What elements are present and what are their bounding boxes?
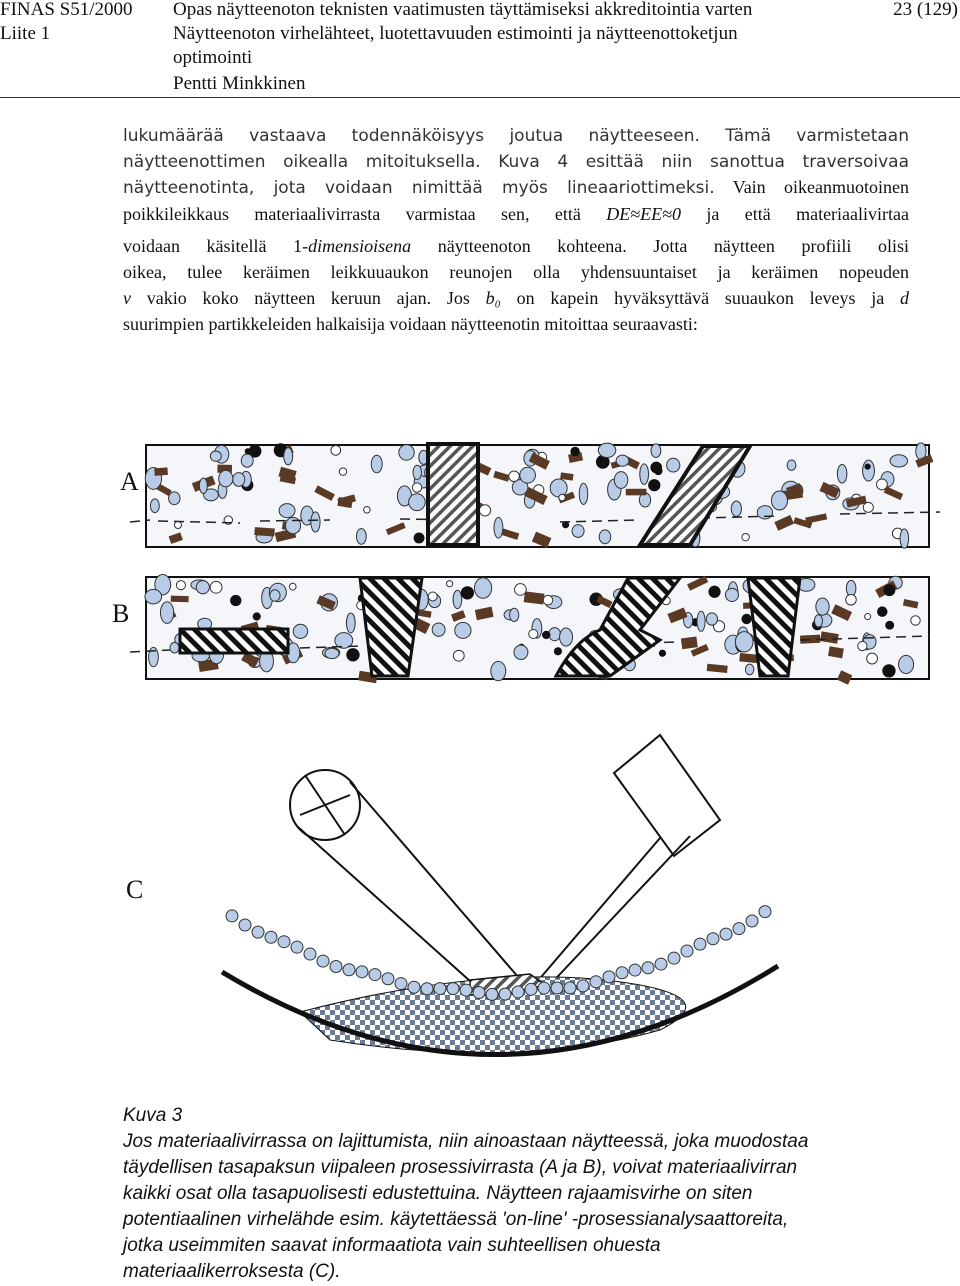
particle-mineral <box>241 454 253 467</box>
particle-mineral <box>814 615 822 627</box>
particle-mineral <box>560 628 573 646</box>
figure-label-b: B <box>112 599 130 628</box>
surface-particle <box>746 915 758 927</box>
surface-particle <box>564 982 576 994</box>
body-text-segment: ja että materiaalivirtaa <box>706 204 910 224</box>
sample-cutter-b1 <box>180 629 288 653</box>
caption-line: kaikki osat olla tasapuolisesti edustettuina. Näytteen rajaamisvirhe on siten <box>123 1183 753 1204</box>
particle-coarse <box>171 596 189 603</box>
particle-dense <box>885 621 894 630</box>
particle-mineral <box>325 648 339 658</box>
particle-dense <box>414 533 425 544</box>
particle-mineral <box>550 479 567 497</box>
figure-label-c: C <box>126 875 144 904</box>
surface-particle <box>655 958 667 970</box>
surface-particle <box>265 931 277 943</box>
particle-mineral <box>494 517 503 538</box>
particle-dense <box>346 648 359 661</box>
particle-fine <box>412 483 421 492</box>
particle-mineral <box>346 613 355 633</box>
caption-line: täydellisen tasapaksun viipaleen prosessivirrasta (A ja B), voivat materiaalivirran <box>123 1157 798 1178</box>
surface-particle <box>694 938 706 950</box>
particle-mineral <box>614 472 628 489</box>
particle-mineral <box>160 602 173 624</box>
body-line: oikea, tulee keräimen leikkuuaukon reunojen olla yhdensuuntaiset ja keräimen nopeuden <box>123 262 909 282</box>
caption-line: materiaalikerroksesta (C). <box>123 1261 341 1282</box>
particle-fine <box>176 581 185 590</box>
surface-particle <box>330 960 342 972</box>
particle-dense <box>570 447 579 456</box>
particle-fine <box>863 502 873 512</box>
body-line: lukumäärää vastaava todennäköisyys joutua näytteeseen. Tämä varmistetaan <box>123 126 909 146</box>
surface-particle <box>512 986 524 998</box>
particle-dense <box>659 650 666 657</box>
particle-mineral <box>413 465 422 479</box>
particle-fine <box>339 468 346 475</box>
surface-particle <box>681 945 693 957</box>
surface-particle <box>356 966 368 978</box>
particle-mineral <box>549 628 561 641</box>
particle-mineral <box>745 664 753 675</box>
surface-particle <box>434 983 446 995</box>
surface-particle <box>616 967 628 979</box>
body-text-segment: on kapein hyväksyttävä suuaukon leveys ja <box>516 288 885 308</box>
caption-line: potentiaalinen virhelähde esim. käytettäessä 'on-line' -prosessianalysaattoreita, <box>123 1209 789 1230</box>
particle-mineral <box>219 470 233 487</box>
surface-particle <box>395 978 407 990</box>
particle-mineral <box>900 529 909 548</box>
particle-mineral <box>432 623 445 636</box>
particle-mineral <box>598 443 615 457</box>
header-author: Pentti Minkkinen <box>173 73 306 94</box>
particle-dense <box>877 606 887 616</box>
particle-mineral <box>579 483 588 504</box>
particle-mineral <box>520 467 536 483</box>
surface-particle <box>642 962 654 974</box>
particle-mineral <box>510 608 519 621</box>
particle-fine <box>174 521 181 528</box>
surface-particle <box>317 955 329 967</box>
particle-dense <box>882 664 895 677</box>
particle-mineral <box>735 632 753 652</box>
particle-coarse <box>626 489 647 496</box>
particle-fine <box>742 533 749 540</box>
particle-fine <box>858 641 867 650</box>
surface-particle <box>551 982 563 994</box>
italic-term: v <box>123 288 131 308</box>
caption-line: Jos materiaalivirrassa on lajittumista, niin ainoastaan näytteessä, joka muodostaa <box>123 1131 809 1152</box>
surface-particle <box>239 919 251 931</box>
particle-fine <box>289 583 296 590</box>
particle-mineral <box>293 624 307 638</box>
math-expression: DE≈EE≈0 <box>606 204 681 224</box>
particle-coarse <box>254 527 274 536</box>
header-title-line3: optimointi <box>173 47 253 68</box>
surface-particle <box>486 988 498 1000</box>
particle-fine <box>559 494 566 501</box>
surface-particle <box>590 976 602 988</box>
particle-mineral <box>270 590 280 601</box>
particle-dense <box>708 586 720 598</box>
surface-particle <box>473 987 485 999</box>
body-text-segment: voidaan käsitellä 1- <box>123 236 309 256</box>
particle-dense <box>230 595 241 606</box>
surface-particle <box>369 969 381 981</box>
particle-mineral <box>816 598 829 615</box>
surface-particle <box>603 971 615 983</box>
header-annex: Liite 1 <box>0 23 51 44</box>
particle-dense <box>245 448 251 454</box>
particle-mineral <box>697 611 705 631</box>
particle-fine <box>515 584 527 596</box>
italic-term: dimensioisena <box>308 236 412 256</box>
particle-mineral <box>787 460 796 470</box>
particle-mineral <box>899 655 914 673</box>
particle-dense <box>648 479 660 491</box>
surface-particle <box>668 952 680 964</box>
particle-dense <box>554 647 562 655</box>
particle-mineral <box>667 458 680 472</box>
surface-particle <box>278 936 290 948</box>
surface-particle <box>733 923 745 935</box>
particle-mineral <box>279 504 295 518</box>
particle-fine <box>331 445 341 455</box>
body-text-segment: poikkileikkaus materiaalivirrasta varmistaa sen, että <box>123 204 581 224</box>
body-line: suurimpien partikkeleiden halkaisija voidaan näytteenotin mitoittaa seuraavasti: <box>123 314 698 334</box>
particle-mineral <box>640 464 649 485</box>
particle-mineral <box>651 444 661 458</box>
surface-particle <box>577 980 589 992</box>
body-text-segment: näytteenoton kohteena. Jotta näytteen profiili olisi <box>437 236 910 256</box>
surface-particle <box>304 948 316 960</box>
particle-fine <box>911 616 920 625</box>
body-text-segment: vakio koko näytteen keruun ajan. Jos <box>146 288 470 308</box>
body-text-segment: Vain oikeanmuotoinen <box>732 177 909 197</box>
particle-fine <box>865 614 871 620</box>
italic-term: d <box>900 288 910 308</box>
particle-mineral <box>725 588 738 601</box>
particle-mineral <box>199 478 207 493</box>
surface-particle <box>252 926 264 938</box>
particle-mineral <box>572 525 584 538</box>
stream-band-a <box>130 443 940 548</box>
particle-fine <box>447 581 453 587</box>
header-doc-id: FINAS S51/2000 <box>0 0 133 20</box>
particle-fine <box>543 595 553 605</box>
particle-dense <box>461 586 474 599</box>
surface-particle <box>421 983 433 995</box>
particle-dense <box>883 584 895 596</box>
particle-mineral <box>837 465 847 483</box>
particle-mineral <box>196 581 209 594</box>
particle-dense <box>650 462 662 474</box>
caption-line: jotka useimmiten saavat informaatiota vain suhteellisen ohuesta <box>123 1235 661 1256</box>
particle-fine <box>479 505 490 516</box>
particle-fine <box>846 594 857 605</box>
particle-mineral <box>890 455 908 467</box>
particle-mineral <box>399 445 414 460</box>
particle-mineral <box>599 530 611 544</box>
surface-particle <box>447 983 459 995</box>
surface-particle <box>629 964 641 976</box>
caption-title: Kuva 3 <box>123 1105 183 1126</box>
surface-particle <box>460 984 472 996</box>
particle-mineral <box>169 492 180 505</box>
particle-mineral <box>170 642 179 653</box>
particle-mineral <box>284 448 293 465</box>
header-page-number: 23 (129) <box>893 0 958 20</box>
particle-mineral <box>453 590 462 608</box>
header-title-line2: Näytteenoton virhelähteet, luotettavuuden estimointi ja näytteenottoketjun <box>173 23 738 44</box>
italic-term: b₀ <box>485 288 501 308</box>
surface-particle <box>291 941 303 953</box>
particle-mineral <box>150 499 159 513</box>
particle-dense <box>865 464 871 470</box>
particle-fine <box>428 592 437 601</box>
particle-mineral <box>491 661 506 680</box>
particle-dense <box>741 614 751 624</box>
particle-mineral <box>474 578 491 598</box>
particle-fine <box>509 471 520 482</box>
particle-fine <box>453 650 464 661</box>
surface-particle <box>499 988 511 1000</box>
sample-cutter-a1 <box>428 444 478 545</box>
surface-particle <box>525 983 537 995</box>
surface-particle <box>343 964 355 976</box>
body-text-segment: näytteenotinta, jota voidaan nimittää myös lineaariottimeksi. <box>123 178 715 198</box>
particle-dense <box>253 612 261 620</box>
particle-fine <box>529 629 538 638</box>
surface-particle <box>408 981 420 993</box>
particle-coarse <box>154 467 168 475</box>
surface-particle <box>720 928 732 940</box>
particle-mineral <box>731 501 741 516</box>
stream-band-b <box>130 575 930 685</box>
body-line: näytteenottimen oikealla mitoituksella. Kuva 4 esittää niin sanottua traversoivaa <box>123 152 909 172</box>
particle-mineral <box>455 622 471 638</box>
particle-mineral <box>356 529 366 545</box>
particle-mineral <box>371 455 382 473</box>
figure-caption <box>123 1103 923 1285</box>
particle-fine <box>364 506 371 513</box>
analyzer-diagram-c <box>222 735 778 1055</box>
figure-label-a: A <box>120 467 139 496</box>
particle-mineral <box>409 494 426 511</box>
particle-mineral <box>706 613 717 625</box>
particle-mineral <box>863 460 875 481</box>
header-title-line1: Opas näytteenoton teknisten vaatimusten täyttämiseksi akkreditointia varten <box>173 0 753 20</box>
particle-mineral <box>771 491 787 510</box>
surface-particle <box>759 906 771 918</box>
surface-particle <box>538 982 550 994</box>
particle-fine <box>867 653 878 664</box>
surface-particle <box>707 933 719 945</box>
particle-mineral <box>233 473 245 487</box>
particle-mineral <box>616 455 629 466</box>
particle-mineral <box>145 589 162 603</box>
particle-coarse <box>681 636 698 649</box>
surface-particle <box>382 973 394 985</box>
particle-mineral <box>514 645 528 659</box>
particle-mineral <box>311 512 320 532</box>
particle-mineral <box>210 451 221 461</box>
particle-fine <box>210 581 222 593</box>
surface-particle <box>226 910 238 922</box>
particle-dense <box>542 631 550 639</box>
